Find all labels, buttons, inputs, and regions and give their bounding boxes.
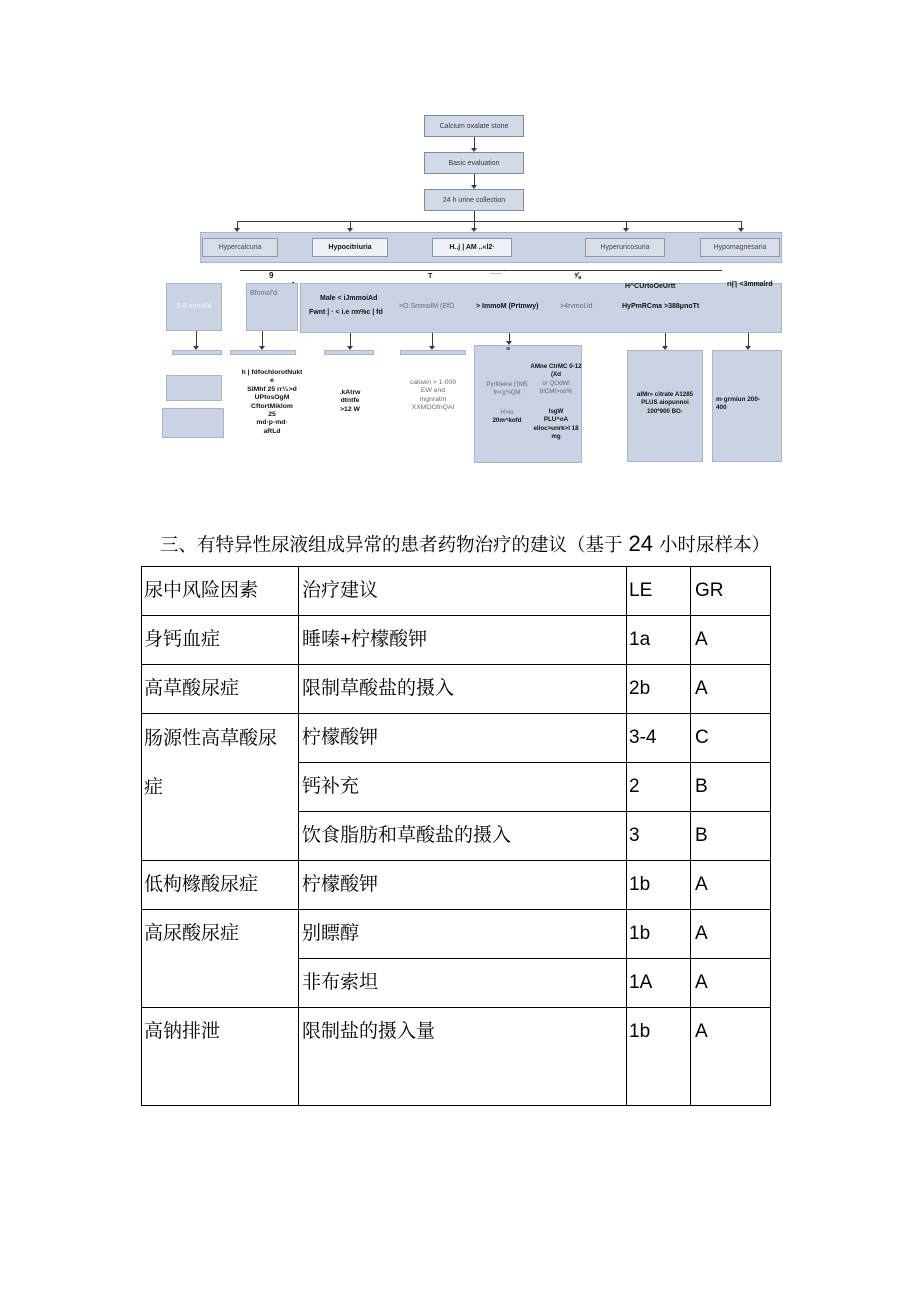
flow-connector: [237, 221, 238, 228]
treatment-cell: 限制盐的摄入量: [299, 1008, 627, 1106]
flow-connector: [350, 333, 351, 346]
risk-cell-text: 肠源性高草酸尿症: [144, 728, 278, 798]
flow-connector: [474, 137, 475, 148]
flow-threshold-wide-box: [300, 283, 782, 333]
flow-treatment-text: calown > 1-000 EW end mgnratm XXMOOfnQAI: [409, 379, 457, 412]
flow-category-hypercalcuria: Hypercalcuria: [202, 238, 278, 257]
flow-threshold-text: >4rvmoUd: [560, 303, 593, 310]
gr-cell: A: [691, 959, 771, 1008]
flow-category-middle: H..j | AM ..«l2·: [432, 238, 512, 257]
flow-treatment-bar: [400, 350, 466, 355]
risk-cell: [142, 714, 299, 861]
recommendation-table: [141, 566, 771, 1106]
section-heading: [160, 531, 770, 558]
flow-mark: ⅝: [574, 271, 581, 280]
treatment-cell: 柠檬酸钾: [299, 861, 627, 910]
flow-connector: [748, 333, 749, 346]
flow-mark: ___ ·: [490, 268, 506, 275]
treatment-cell: 钙补充: [299, 763, 627, 812]
gr-cell: A: [691, 665, 771, 714]
flow-threshold-text: >O.SmmolM (EfO: [399, 303, 455, 310]
table-row: [142, 910, 771, 959]
flow-connector: [665, 333, 666, 346]
treatment-cell: 睡嗪+柠檬酸钾: [299, 616, 627, 665]
flow-category-hypomagnesaria: Hypomagnesaria: [700, 238, 780, 257]
gr-cell: B: [691, 812, 771, 861]
le-cell: 3: [627, 812, 691, 861]
table-row: [142, 714, 771, 763]
flow-treatment-text: H>to 20m^kofd: [492, 409, 522, 425]
risk-cell: 高尿酸尿症: [142, 910, 299, 1008]
flow-connector: [474, 174, 475, 185]
gr-cell: A: [691, 1008, 771, 1106]
risk-cell: 低枸橼酸尿症: [142, 861, 299, 910]
flow-threshold-text: ri∏ <3mmalrd: [727, 281, 773, 288]
le-cell: 3-4: [627, 714, 691, 763]
flow-connector: [196, 331, 197, 346]
table-row: [142, 616, 771, 665]
treatment-cell: 饮食脂肪和草酸盐的摄入: [299, 812, 627, 861]
flow-mark: ≡: [506, 346, 511, 353]
heading-text: 小时尿样本）: [659, 534, 771, 555]
le-cell: 2: [627, 763, 691, 812]
flow-threshold-box: [166, 283, 222, 331]
flow-threshold-text: 5-8 mmol/d: [176, 302, 212, 310]
flow-divider-line: [240, 270, 722, 271]
treatment-cell: 别瞟醇: [299, 910, 627, 959]
gr-cell: A: [691, 861, 771, 910]
flow-mark: T: [428, 273, 433, 280]
flow-threshold-text: Male < iJmmoiAd: [320, 295, 378, 302]
table-row: [142, 861, 771, 910]
table-row: [142, 1008, 771, 1106]
flow-branch-line: [237, 221, 742, 222]
le-cell: 1A: [627, 959, 691, 1008]
flow-urine-collection-box: 24 h urine collection: [424, 189, 524, 211]
gr-cell: C: [691, 714, 771, 763]
le-cell: 1b: [627, 861, 691, 910]
flow-treatment-text: alMr» citrate A1285 PLUS aiopunnoi 100*900 BG·: [636, 391, 694, 415]
flow-treatment-bar: [230, 350, 296, 355]
treatment-cell: 限制草酸盐的摄入: [299, 665, 627, 714]
flow-connector: [474, 211, 475, 221]
gr-cell: A: [691, 616, 771, 665]
flow-connector: [626, 221, 627, 228]
header-gr: GR: [691, 567, 771, 616]
flow-connector: [741, 221, 742, 228]
flow-connector: [474, 221, 475, 228]
flow-treatment-text: Pyrltteine ∏M5 fn<χ¾QM: [486, 381, 528, 397]
treatment-cell: 柠檬酸钾: [299, 714, 627, 763]
flow-threshold-text: HyPmRCma >388μnoTt: [622, 303, 700, 310]
gr-cell: B: [691, 763, 771, 812]
risk-cell: 高草酸尿症: [142, 665, 299, 714]
flow-connector: [432, 333, 433, 346]
flow-treatment-text: .kAtrw dtntfe >12 W: [339, 389, 361, 413]
flow-category-hypocitriuria: Hypocitriuria: [312, 238, 388, 257]
flow-threshold-text: Bfnmol'd: [250, 290, 278, 297]
flow-treatment-text: lsgW PLU^oA elloc>unrk>l 18 mg: [533, 408, 579, 441]
flow-treatment-text: m·grmiun 200-400: [716, 396, 761, 412]
flow-connector: [509, 333, 510, 341]
heading-number: 24: [628, 531, 653, 556]
flow-treatment-box: [162, 408, 224, 438]
header-le: LE: [627, 567, 691, 616]
header-treatment: 治疗建议: [299, 567, 627, 616]
risk-cell: 高钠排泄: [142, 1008, 299, 1106]
flow-connector: [262, 331, 263, 346]
flow-threshold-text: > ImmoM (Prtmwy): [476, 303, 539, 310]
flow-basic-evaluation-box: Basic evaluation: [424, 152, 524, 174]
treatment-cell: 非布索坦: [299, 959, 627, 1008]
le-cell: 1b: [627, 1008, 691, 1106]
flow-connector: [350, 221, 351, 228]
flow-mark: 9: [269, 271, 274, 280]
risk-cell: 身钙血症: [142, 616, 299, 665]
flow-threshold-text: H^CUrtoOeUrtt: [625, 283, 676, 290]
table-row: [142, 665, 771, 714]
table-header-row: [142, 567, 771, 616]
flow-threshold-text: Fwnt | · < i.e rm%c | fd: [309, 309, 383, 316]
header-risk-factor: 尿中风险因素: [142, 567, 299, 616]
flow-treatment-bar: [172, 350, 222, 355]
flow-treatment-box: [166, 375, 222, 401]
flow-category-hyperuricosuria: Hyperuricosuria: [585, 238, 665, 257]
flow-treatment-text: h | fdfochlorotNukt e SIMhf 25 rr¹⁄₂>d UPtosOgM CftortMiklom 25 md·p·md· aRLd: [241, 369, 303, 435]
le-cell: 1b: [627, 910, 691, 959]
le-cell: 1a: [627, 616, 691, 665]
heading-text: 三、有特异性尿液组成异常的患者药物治疗的建议（基于: [160, 534, 623, 555]
le-cell: 2b: [627, 665, 691, 714]
flow-treatment-text: AMne CtrMC 0-12 (Xd or QOdWl blCMt>o¤%: [530, 363, 582, 396]
gr-cell: A: [691, 910, 771, 959]
flow-treatment-bar: [324, 350, 374, 355]
flow-start-box: Calcium oxalate stone: [424, 115, 524, 137]
